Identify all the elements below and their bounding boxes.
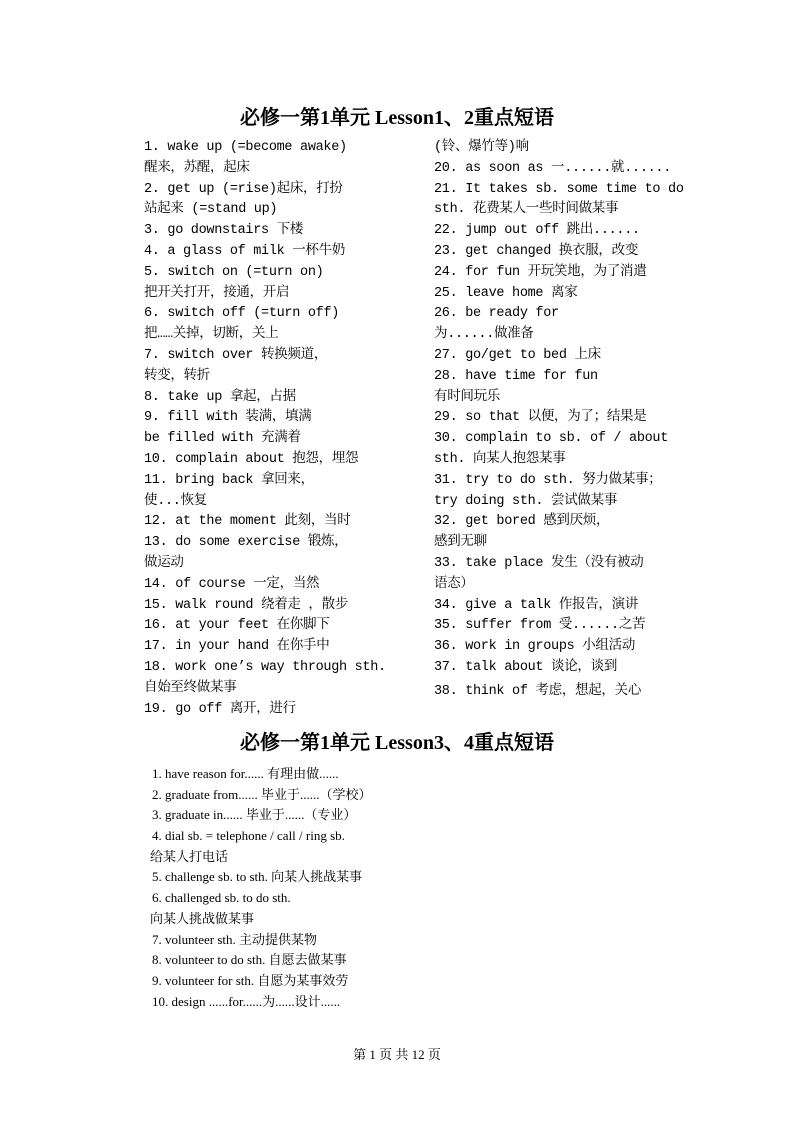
phrase-line: 7. switch over 转换频道， bbox=[144, 347, 328, 363]
phrase-line: 35. suffer from 受......之苦 bbox=[434, 618, 646, 634]
phrase-line: 为......做准备 bbox=[434, 327, 534, 343]
phrase-line: 24. for fun 开玩笑地，为了消遣 bbox=[434, 264, 647, 280]
phrase-line: 31. try to do sth. 努力做某事； bbox=[434, 472, 662, 488]
phrase-line: be filled with 充满着 bbox=[144, 431, 301, 447]
phrase-line: 语态） bbox=[434, 576, 474, 592]
phrase-line: 做运动 bbox=[144, 555, 184, 571]
phrase-line: 3. graduate in...... 毕业于......（专业） bbox=[152, 807, 357, 823]
section1-right-column bbox=[434, 138, 699, 705]
phrase-line: 13. do some exercise 锻炼， bbox=[144, 535, 348, 551]
section1-left-column bbox=[144, 138, 399, 720]
phrase-line: 4. a glass of milk 一杯牛奶 bbox=[144, 243, 346, 259]
phrase-line: 把……关掉，切断，关上 bbox=[144, 327, 279, 343]
phrase-line: 2. get up (=rise)起床，打扮 bbox=[144, 181, 343, 197]
phrase-line: 有时间玩乐 bbox=[434, 389, 500, 405]
phrase-line: 27. go/get to bed 上床 bbox=[434, 347, 601, 363]
phrase-line: 25. leave home 离家 bbox=[434, 285, 578, 301]
phrase-line: 18. work one’s way through sth. bbox=[144, 659, 386, 675]
phrase-line: 4. dial sb. = telephone / call / ring sb. bbox=[152, 828, 345, 844]
phrase-line: 32. get bored 感到厌烦， bbox=[434, 514, 610, 530]
phrase-line: 29. so that 以便，为了；结果是 bbox=[434, 410, 647, 426]
phrase-line: 34. give a talk 作报告，演讲 bbox=[434, 597, 639, 613]
phrase-line: 11. bring back 拿回来， bbox=[144, 472, 314, 488]
phrase-line: 站起来 (=stand up) bbox=[144, 202, 278, 218]
phrase-line: 9. volunteer for sth. 自愿为某事效劳 bbox=[152, 972, 349, 988]
phrase-line: 3. go downstairs 下楼 bbox=[144, 223, 304, 239]
section2-phrase-list bbox=[152, 764, 572, 1012]
phrase-line: 1. have reason for...... 有理由做...... bbox=[152, 766, 339, 781]
phrase-line: 38. think of 考虑，想起，关心 bbox=[434, 683, 642, 699]
phrase-line: 26. be ready for bbox=[434, 306, 559, 322]
phrase-line: 自始至终做某事 bbox=[144, 680, 237, 696]
phrase-line: 9. fill with 装满，填满 bbox=[144, 410, 312, 426]
phrase-line: 37. talk about 谈论，谈到 bbox=[434, 659, 618, 675]
phrase-line: 醒来，苏醒，起床 bbox=[144, 160, 250, 176]
phrase-line: 22. jump out off 跳出...... bbox=[434, 223, 640, 239]
phrase-line: 21. It takes sb. some time to do bbox=[434, 181, 684, 197]
section2-title: 必修一第1单元 Lesson3、4重点短语 bbox=[240, 732, 554, 754]
page-footer: 第 1 页 共 12 页 bbox=[353, 1047, 441, 1062]
phrase-line: try doing sth. 尝试做某事 bbox=[434, 493, 618, 509]
phrase-line: 16. at your feet 在你脚下 bbox=[144, 618, 330, 634]
phrase-line: 28. have time for fun bbox=[434, 368, 598, 384]
phrase-line: 把开关打开，接通，开启 bbox=[144, 285, 290, 301]
phrase-line: 5. switch on (=turn on) bbox=[144, 264, 324, 280]
phrase-line: 向某人挑战做某事 bbox=[150, 910, 255, 926]
phrase-line: 10. design ......for......为......设计...... bbox=[152, 993, 341, 1009]
section1-title: 必修一第1单元 Lesson1、2重点短语 bbox=[240, 107, 554, 129]
phrase-line: 7. volunteer sth. 主动提供某物 bbox=[152, 931, 318, 947]
phrase-line: sth. 花费某人一些时间做某事 bbox=[434, 202, 619, 218]
phrase-line: 17. in your hand 在你手中 bbox=[144, 639, 330, 655]
phrase-line: 8. take up 拿起，占据 bbox=[144, 389, 296, 405]
phrase-line: 19. go off 离开，进行 bbox=[144, 701, 296, 717]
phrase-line: 2. graduate from...... 毕业于......（学校） bbox=[152, 786, 372, 802]
phrase-line: (铃、爆竹等)响 bbox=[434, 140, 529, 155]
phrase-line: 33. take place 发生（没有被动 bbox=[434, 555, 644, 571]
phrase-line: 6. switch off (=turn off) bbox=[144, 306, 340, 322]
phrase-line: 12. at the moment 此刻，当时 bbox=[144, 514, 351, 530]
phrase-line: 感到无聊 bbox=[434, 535, 487, 551]
phrase-line: 1. wake up (=become awake) bbox=[144, 140, 347, 155]
phrase-line: 给某人打电话 bbox=[150, 848, 229, 864]
phrase-line: sth. 向某人抱怨某事 bbox=[434, 451, 566, 467]
phrase-line: 10. complain about 抱怨，埋怨 bbox=[144, 451, 359, 467]
phrase-line: 8. volunteer to do sth. 自愿去做某事 bbox=[152, 952, 347, 968]
phrase-line: 转变，转折 bbox=[144, 368, 210, 384]
phrase-line: 23. get changed 换衣服，改变 bbox=[434, 243, 639, 259]
phrase-line: 15. walk round 绕着走 ，散步 bbox=[144, 597, 349, 613]
phrase-line: 30. complain to sb. of / about bbox=[434, 431, 669, 447]
phrase-line: 6. challenged sb. to do sth. bbox=[152, 890, 291, 906]
phrase-line: 5. challenge sb. to sth. 向某人挑战某事 bbox=[152, 869, 363, 885]
phrase-line: 36. work in groups 小组活动 bbox=[434, 639, 636, 655]
phrase-line: 使...恢复 bbox=[144, 493, 208, 509]
phrase-line: 14. of course 一定，当然 bbox=[144, 576, 320, 592]
phrase-line: 20. as soon as 一......就...... bbox=[434, 160, 672, 176]
